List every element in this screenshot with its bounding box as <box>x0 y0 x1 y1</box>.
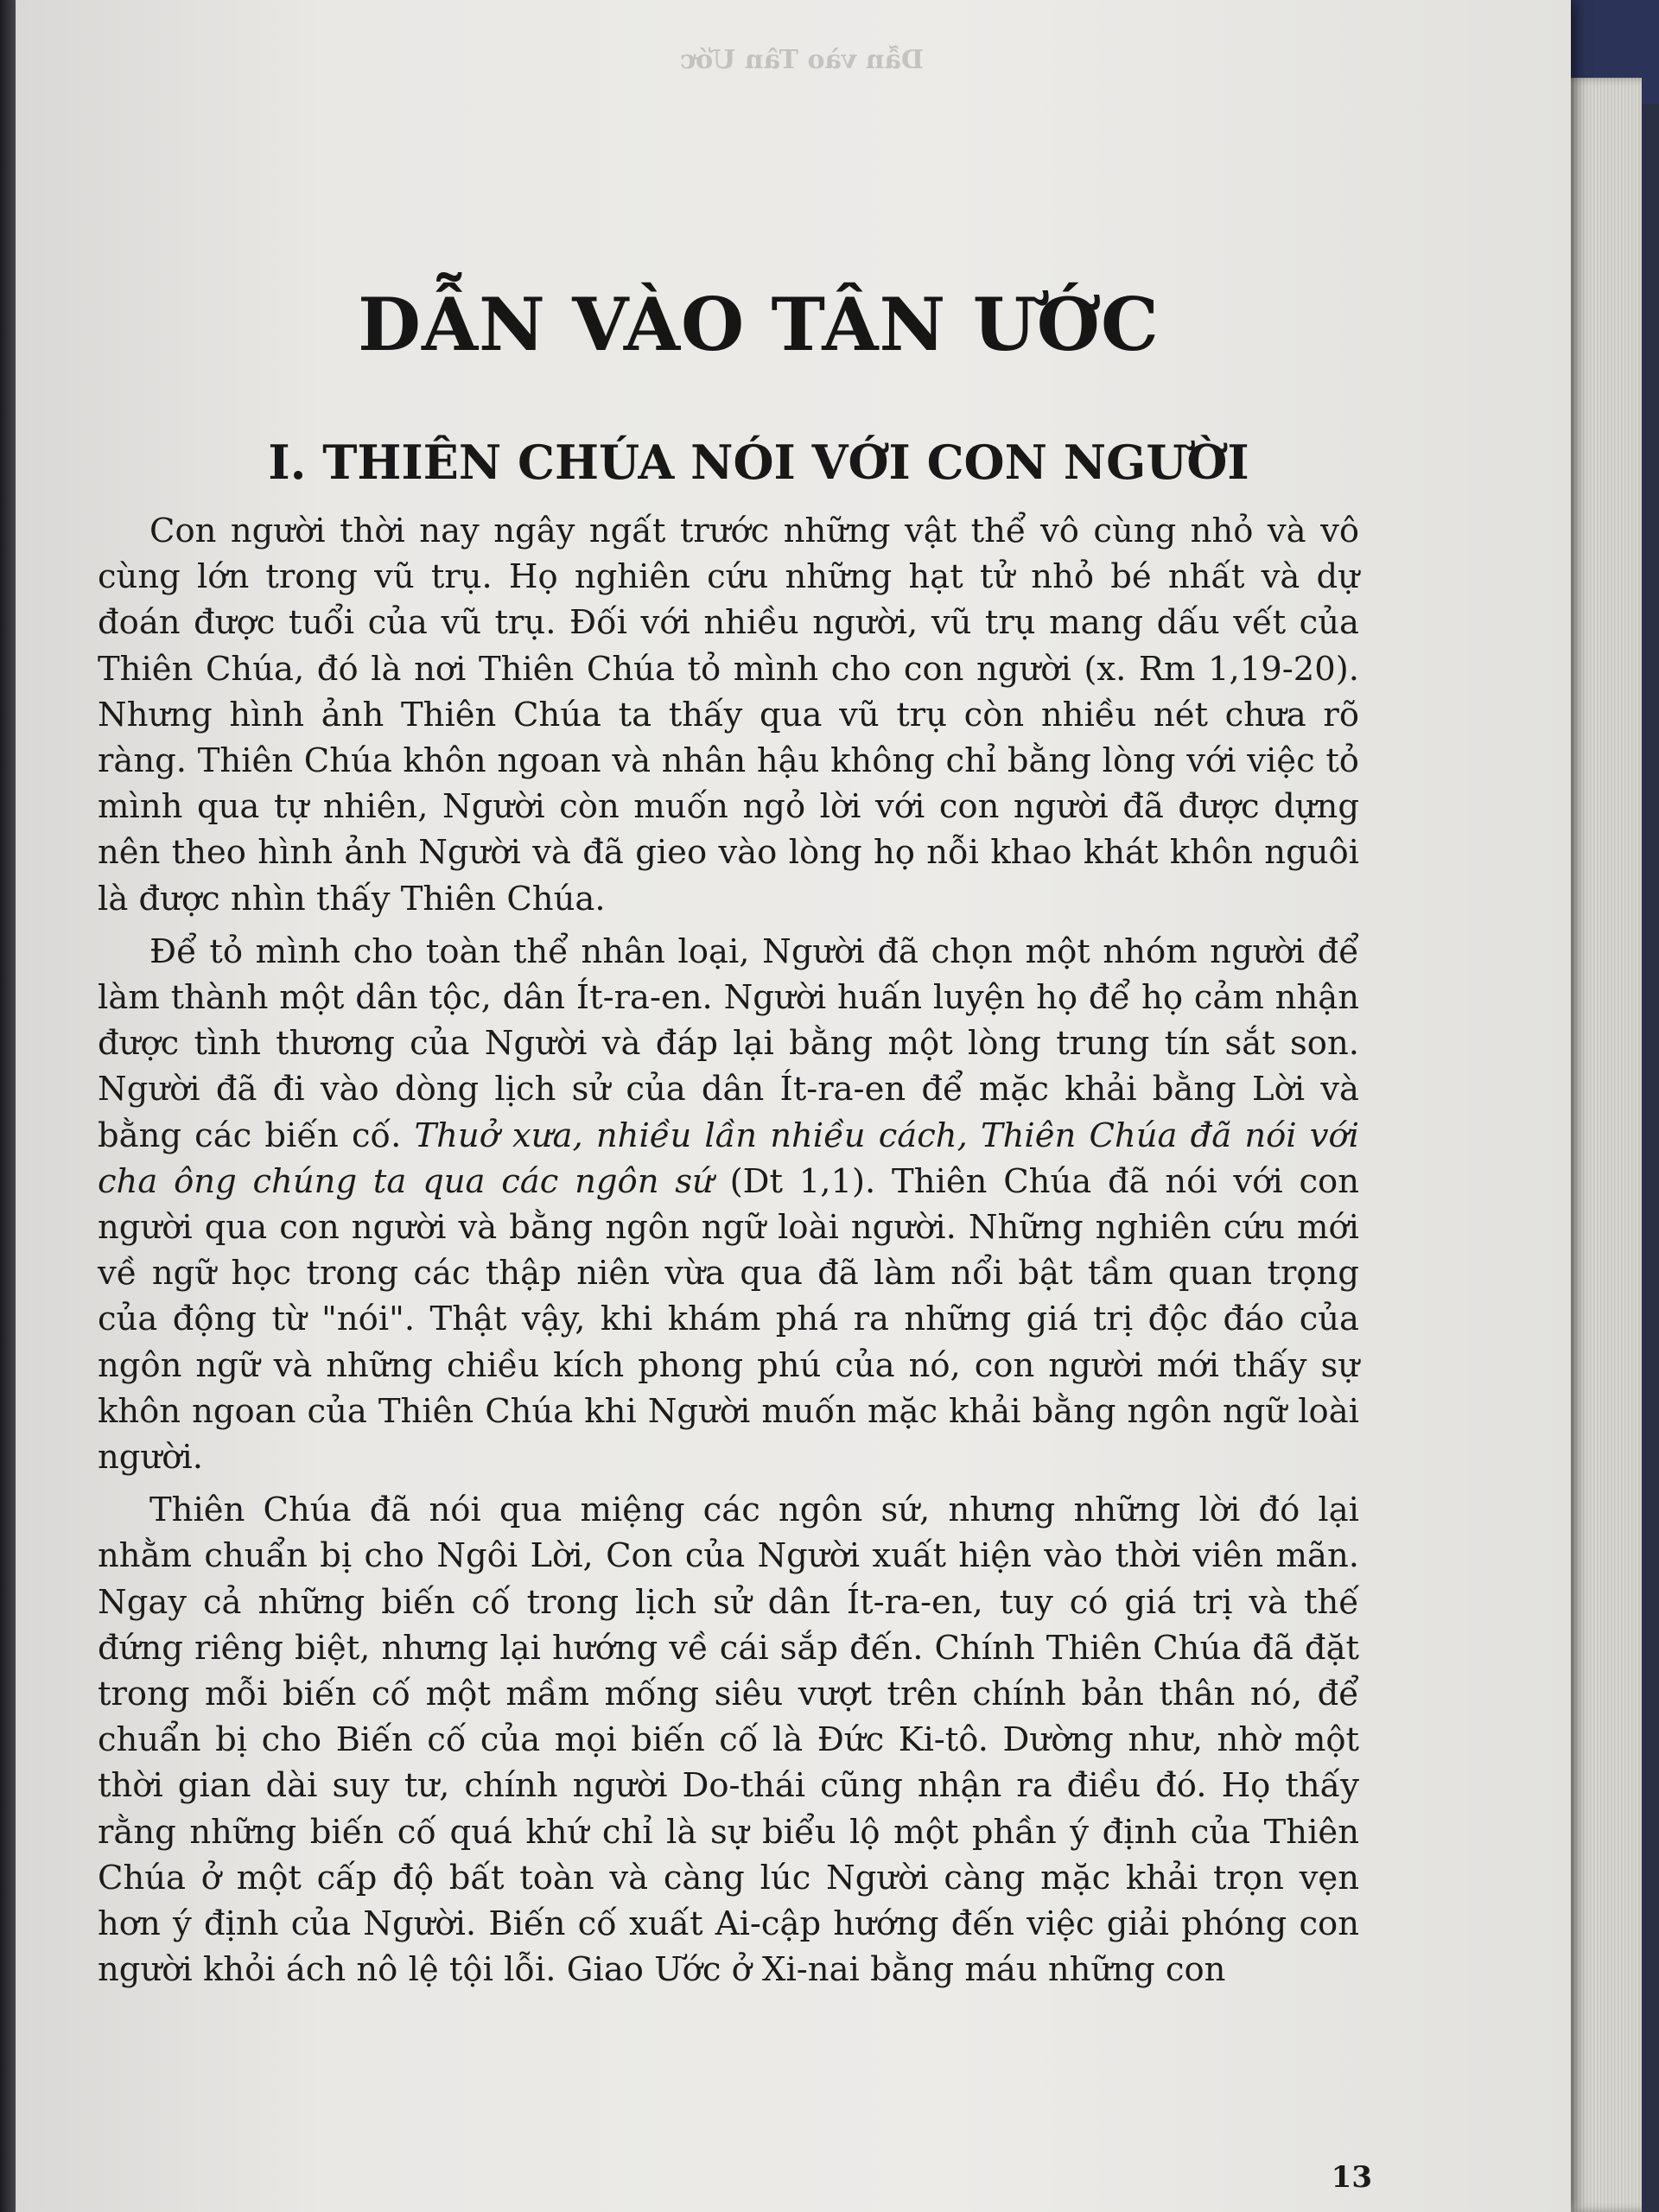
page-stack-edge <box>1564 78 1642 2212</box>
paragraph-2-tail: (Dt 1,1). Thiên Chúa đã nói với con người qua con người và bằng ngôn ngữ loài người. Những nghiên cứu mới về ngữ học trong các thập niên vừa qua đã làm nổi bật tầm quan trọng của động từ "nói". Thật vậy, khi khám phá ra những giá trị độc đáo của ngôn ngữ và những chiều kích phong phú của nó, con người mới thấy sự khôn ngoan của Thiên Chúa khi Người muốn mặc khải bằng ngôn ngữ loài người. <box>98 1161 1359 1478</box>
paragraph-2-quote: Thuở xưa, nhiều lần nhiều cách, Thiên Chúa đã nói với cha ông chúng ta qua các ngôn sứ <box>98 1116 1359 1201</box>
page-number: 13 <box>1331 2160 1372 2195</box>
running-head-show-through: Dẫn vào Tân Ước <box>679 45 925 75</box>
book-page <box>16 0 1571 2212</box>
paragraph-1: Con người thời nay ngây ngất trước những vật thể vô cùng nhỏ và vô cùng lớn trong vũ trụ. Họ nghiên cứu những hạt tử nhỏ bé nhất và dự đoán được tuổi của vũ trụ. Đối với nhiều người, vũ trụ mang dấu vết của Thiên Chúa, đó là nơi Thiên Chúa tỏ mình cho con người (x. Rm 1,19-20). Nhưng hình ảnh Thiên Chúa ta thấy qua vũ trụ còn nhiều nét chưa rõ ràng. Thiên Chúa khôn ngoan và nhân hậu không chỉ bằng lòng với việc tỏ mình qua tự nhiên, Người còn muốn ngỏ lời với con người đã được dựng nên theo hình ảnh Người và đã gieo vào lòng họ nỗi khao khát khôn nguôi là được nhìn thấy Thiên Chúa. <box>98 512 1359 918</box>
body-text <box>98 508 1359 2000</box>
section-heading: I. THIÊN CHÚA NÓI VỚI CON NGƯỜI <box>268 434 1249 490</box>
paragraph-2-lead: Để tỏ mình cho toàn thể nhân loại, Người đã chọn một nhóm người để làm thành một dân tộc, dân Ít-ra-en. Người huấn luyện họ để họ cảm nhận được tình thương của Người và đáp lại bằng một lòng trung tín sắt son. Người đã đi vào dòng lịch sử của dân Ít-ra-en để mặc khải bằng Lời và bằng các biến cố. <box>98 931 1359 1155</box>
paragraph-2 <box>98 929 1359 1480</box>
chapter-title: DẪN VÀO TÂN ƯỚC <box>358 282 1160 368</box>
paragraph-3: Thiên Chúa đã nói qua miệng các ngôn sứ, nhưng những lời đó lại nhằm chuẩn bị cho Ngôi Lời, Con của Người xuất hiện vào thời viên mãn. Ngay cả những biến cố trong lịch sử dân Ít-ra-en, tuy có giá trị và thế đứng riêng biệt, nhưng lại hướng về cái sắp đến. Chính Thiên Chúa đã đặt trong mỗi biến cố một mầm mống siêu vượt trên chính bản thân nó, để chuẩn bị cho Biến cố của mọi biến cố là Đức Ki-tô. Dường như, nhờ một thời gian dài suy tư, chính người Do-thái cũng nhận ra điều đó. Họ thấy rằng những biến cố quá khứ chỉ là sự biểu lộ một phần ý định của Thiên Chúa ở một cấp độ bất toàn và càng lúc Người càng mặc khải trọn vẹn hơn ý định của Người. Biến cố xuất Ai-cập hướng đến việc giải phóng con người khỏi ách nô lệ tội lỗi. Giao Ước ở Xi-nai bằng máu những con <box>98 1491 1359 1990</box>
